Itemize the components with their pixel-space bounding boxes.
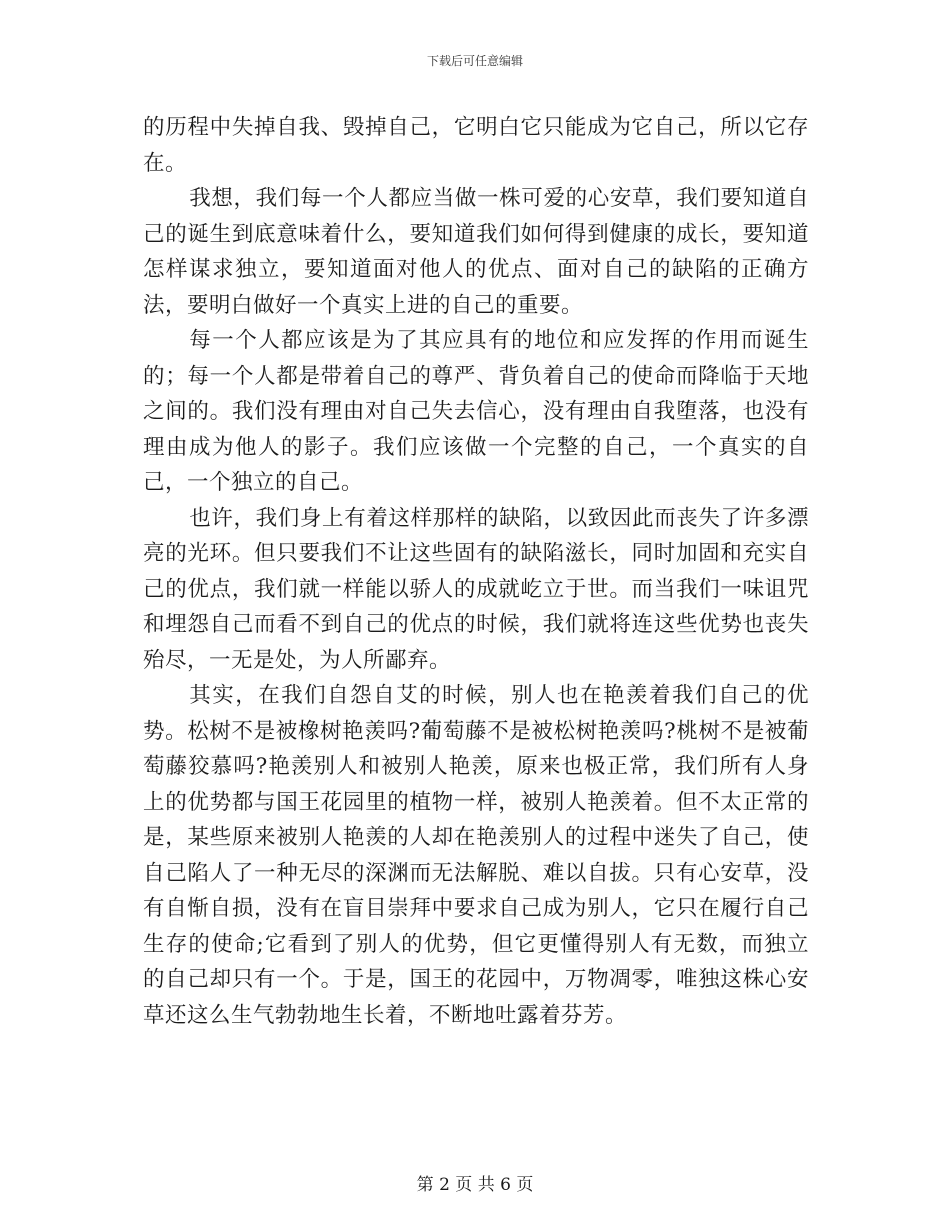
paragraph-4: 也许，我们身上有着这样那样的缺陷，以致因此而丧失了许多漂亮的光环。但只要我们不让这些固有的缺陷滋长，同时加固和充实自己的优点，我们就一样能以骄人的成就屹立于世。而当我们一味诅咒和埋怨自己而看不到自己的优点的时候，我们就将连这些优势也丧失殆尽，一无是处，为人所鄙弃。 (143, 505, 809, 673)
paragraph-2: 我想，我们每一个人都应当做一株可爱的心安草，我们要知道自己的诞生到底意味着什么，要知道我们如何得到健康的成长，要知道怎样谋求独立，要知道面对他人的优点、面对自己的缺陷的正确方法，要明白做好一个真实上进的自己的重要。 (143, 186, 809, 318)
paragraph-5: 其实，在我们自怨自艾的时候，别人也在艳羡着我们自己的优势。松树不是被橡树艳羡吗?葡萄藤不是被松树艳羡吗?桃树不是被葡萄藤狡慕吗?艳羡别人和被别人艳羡，原来也极正常，我们所有人身上的优势都与国王花园里的植物一样，被别人艳羡着。但不太正常的是，某些原来被别人艳羡的人却在艳羡别人的过程中迷失了自己，使自己陷人了一种无尽的深渊而无法解脱、难以自拔。只有心安草，没有自惭自损，没有在盲目崇拜中要求自己成为别人，它只在履行自己生存的使命;它看到了别人的优势，但它更懂得别人有无数，而独立的自己却只有一个。于是，国王的花园中，万物凋零，唯独这株心安草还这么生气勃勃地生长着，不断地吐露着芬芳。 (143, 683, 809, 1028)
page-header: 下载后可任意编辑 (426, 54, 523, 68)
paragraph-1: 的历程中失掉自我、毁掉自己，它明白它只能成为它自己，所以它存在。 (143, 115, 809, 176)
page-footer: 第 2 页 共 6 页 (416, 1175, 534, 1195)
document-body (143, 110, 809, 1033)
paragraph-3: 每一个人都应该是为了其应具有的地位和应发挥的作用而诞生的；每一个人都是带着自己的尊严、背负着自己的使命而降临于天地之间的。我们没有理由对自己失去信心，没有理由自我堕落，也没有理由成为他人的影子。我们应该做一个完整的自己，一个真实的自己，一个独立的自己。 (143, 328, 809, 495)
